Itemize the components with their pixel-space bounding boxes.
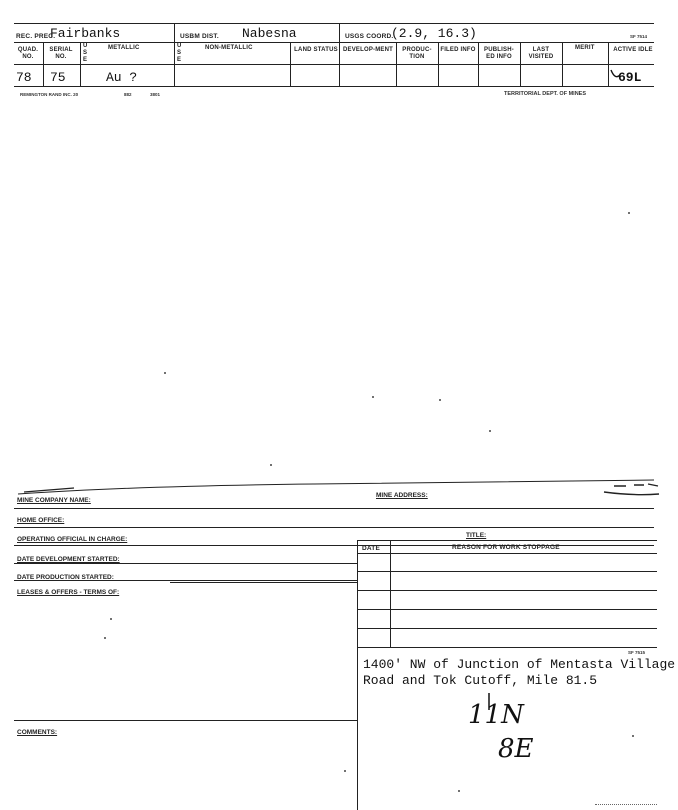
scan-speck bbox=[632, 735, 634, 737]
production-rule-2 bbox=[170, 582, 357, 583]
table-top-rule bbox=[357, 540, 657, 541]
header-rule bbox=[14, 42, 654, 43]
record-quad-no: 78 bbox=[16, 70, 32, 85]
record-serial-no: 75 bbox=[50, 70, 66, 85]
table-row-rule bbox=[357, 609, 657, 610]
col-metallic: METALLIC bbox=[108, 45, 140, 51]
check-mark-icon bbox=[609, 67, 621, 81]
usbm-dist-label: USBM DIST. bbox=[180, 33, 219, 40]
use-letter-e: E bbox=[83, 57, 88, 63]
location-line-1: 1400' NW of Junction of Mentasta Village bbox=[363, 657, 676, 672]
col-filed-info: FILED INFO bbox=[440, 47, 476, 53]
date-production-label: DATE PRODUCTION STARTED: bbox=[17, 574, 114, 581]
use-letter-s-2: S bbox=[177, 50, 182, 56]
mine-company-name-label: MINE COMPANY NAME: bbox=[17, 497, 91, 504]
rec-prec-label: REC. PREC. bbox=[16, 33, 56, 40]
usgs-coord-label: USGS COORD. bbox=[345, 33, 394, 40]
handwritten-range: 8E bbox=[498, 734, 534, 764]
usbm-dist-value: Nabesna bbox=[242, 26, 297, 41]
scan-speck bbox=[110, 618, 112, 620]
production-rule bbox=[14, 580, 357, 581]
col-quad-no: QUAD. NO. bbox=[17, 47, 39, 60]
col-development: DEVELOP-MENT bbox=[342, 47, 394, 53]
printer-code-2: 3801 bbox=[150, 92, 161, 97]
use-letter-e-2: E bbox=[177, 57, 182, 63]
col-last-visited: LAST VISITED bbox=[528, 47, 554, 60]
scan-speck bbox=[628, 212, 630, 214]
home-office-label: HOME OFFICE: bbox=[17, 517, 65, 524]
table-date-divider bbox=[390, 540, 391, 648]
scan-speck bbox=[344, 770, 346, 772]
location-line-2: Road and Tok Cutoff, Mile 81.5 bbox=[363, 673, 598, 688]
company-rule bbox=[14, 508, 654, 509]
date-development-label: DATE DEVELOPMENT STARTED: bbox=[17, 556, 120, 563]
rec-prec-value: Fairbanks bbox=[50, 26, 121, 41]
col-merit: MERIT bbox=[575, 45, 595, 51]
table-left-border bbox=[357, 540, 358, 810]
heading-rule bbox=[14, 64, 654, 65]
table-row-rule bbox=[357, 571, 657, 572]
bottom-scan-mark bbox=[595, 804, 657, 805]
handwritten-stroke bbox=[484, 692, 494, 712]
development-rule bbox=[14, 563, 357, 564]
scan-speck bbox=[164, 372, 166, 374]
col-land-status: LAND STATUS bbox=[294, 47, 338, 53]
scan-speck bbox=[489, 430, 491, 432]
col-published-info: PUBLISH-ED INFO bbox=[484, 47, 514, 60]
printer-code-1: 882 bbox=[124, 92, 132, 97]
scan-speck bbox=[270, 464, 272, 466]
scan-speck bbox=[458, 790, 460, 792]
title-label: TITLE: bbox=[466, 532, 487, 539]
table-row-rule bbox=[357, 590, 657, 591]
scan-speck bbox=[104, 637, 106, 639]
operating-official-label: OPERATING OFFICIAL IN CHARGE: bbox=[17, 536, 128, 543]
col-active-idle: ACTIVE IDLE bbox=[613, 47, 653, 53]
table-row-rule bbox=[357, 647, 657, 648]
date-column-label: DATE bbox=[362, 545, 381, 552]
use-letter-u-2: U bbox=[177, 43, 182, 49]
comments-label: COMMENTS: bbox=[17, 729, 58, 736]
use-letter-s: S bbox=[83, 50, 88, 56]
record-rule bbox=[14, 86, 654, 87]
table-row-rule bbox=[357, 553, 657, 554]
record-metallic: Au ? bbox=[106, 70, 138, 85]
comments-top-rule bbox=[14, 720, 357, 721]
reason-column-label: REASON FOR WORK STOPPAGE bbox=[452, 544, 560, 551]
torn-top-edge bbox=[14, 474, 664, 498]
department-name: TERRITORIAL DEPT. OF MINES bbox=[504, 91, 586, 97]
leases-offers-label: LEASES & OFFERS - TERMS OF: bbox=[17, 589, 120, 596]
home-office-rule bbox=[14, 527, 654, 528]
usgs-coord-value: (2.9, 16.3) bbox=[391, 26, 477, 41]
col-non-metallic: NON-METALLIC bbox=[205, 45, 253, 51]
form-number-2: SF 7515 bbox=[628, 650, 646, 655]
col-serial-no: SERIAL NO. bbox=[49, 47, 73, 60]
printer-note: REMINGTON RAND INC. 20 bbox=[20, 92, 79, 97]
use-letter-u: U bbox=[83, 43, 88, 49]
form-number: SF 7514 bbox=[630, 34, 648, 39]
divider bbox=[174, 23, 175, 86]
divider bbox=[339, 23, 340, 86]
handwritten-township: 11N bbox=[468, 700, 524, 730]
top-rule bbox=[14, 23, 654, 24]
scan-speck bbox=[439, 399, 441, 401]
col-production: PRODUC-TION bbox=[402, 47, 432, 60]
scan-speck bbox=[372, 396, 374, 398]
table-row-rule bbox=[357, 628, 657, 629]
record-active-idle: 69L bbox=[618, 70, 642, 85]
mine-address-label: MINE ADDRESS: bbox=[376, 492, 428, 499]
